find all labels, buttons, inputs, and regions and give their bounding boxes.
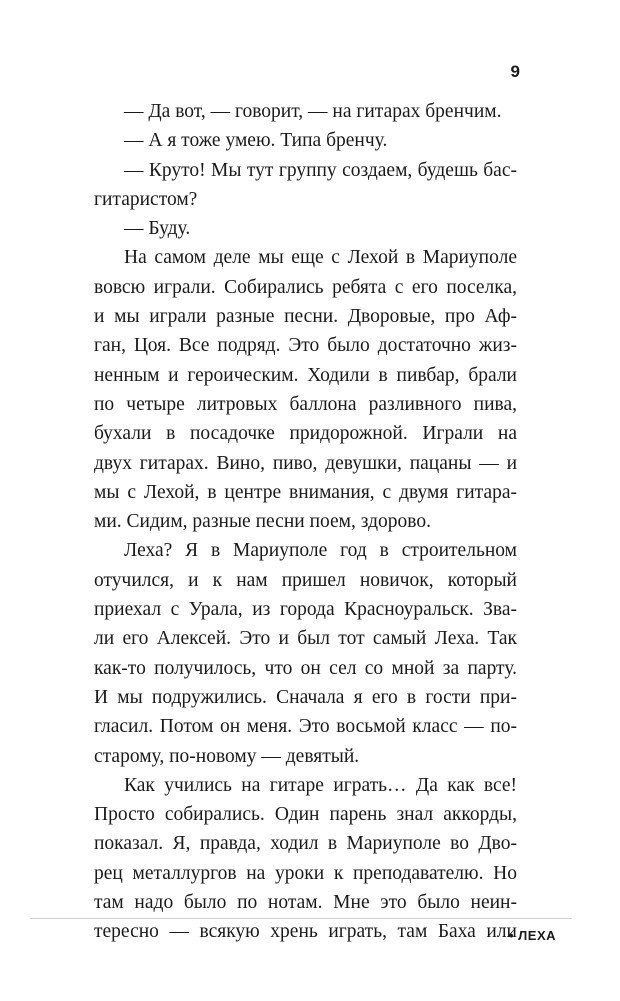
running-footer-title: • ЛЕХА [508, 928, 556, 943]
text-line: — А я тоже умею. Типа бренчу. [124, 130, 388, 152]
text-line: отучился, и к нам пришел новичок, который [94, 569, 517, 591]
text-line: мы с Лехой, в центре внимания, с двумя гитара- [94, 481, 517, 503]
text-line: там надо было по нотам. Мне это было неин- [94, 892, 517, 914]
text-line: гитаристом? [94, 188, 198, 210]
text-line: И мы подружились. Сначала я его в гости при- [94, 686, 517, 708]
text-line: как-то получилось, что он сел со мной за парту. [94, 657, 517, 679]
text-line: вовсю играли. Собирались ребята с его поселка, [94, 276, 517, 298]
text-line: Леха? Я в Мариуполе год в строительном [124, 540, 517, 562]
text-line: рец металлургов на уроки к преподавателю. Но [94, 862, 517, 884]
text-line: тересно — всякую хрень играть, там Баха или [94, 921, 517, 943]
text-line: — Буду. [124, 218, 191, 240]
text-line: приехал с Урала, из города Красноуральск. Зва- [94, 599, 517, 621]
text-line: — Круто! Мы тут группу создаем, будешь бас- [124, 159, 517, 181]
text-line: гласил. Потом он меня. Это восьмой класс — по- [94, 716, 517, 738]
text-line: ми. Сидим, разные песни поем, здорово. [94, 511, 431, 533]
text-line: ган, Цоя. Все подряд. Это было достаточно жиз- [94, 335, 517, 357]
body-text [94, 97, 517, 947]
text-line: бухали в посадочке придорожной. Играли на [94, 423, 517, 445]
text-line: ли его Алексей. Это и был тот самый Леха. Так [94, 628, 517, 650]
text-line: Как учились на гитаре играть… Да как все! [124, 774, 517, 796]
text-line: двух гитарах. Вино, пиво, девушки, пацаны — и [94, 452, 517, 474]
text-line: На самом деле мы еще с Лехой в Мариуполе [124, 247, 517, 269]
text-line: старому, по-новому — девятый. [94, 745, 360, 767]
page-number: 9 [510, 62, 520, 81]
text-line: показал. Я, правда, ходил в Мариуполе во Дво- [94, 833, 517, 855]
footer-divider [30, 918, 572, 919]
text-line: Просто собирались. Один парень знал аккорды, [94, 804, 517, 826]
text-line: по четыре литровых баллона разливного пива, [94, 393, 517, 415]
text-line: — Да вот, — говорит, — на гитарах бренчим. [124, 101, 502, 122]
text-line: и мы играли разные песни. Дворовые, про Аф- [94, 306, 517, 328]
text-line: ненным и героическим. Ходили в пивбар, брали [94, 364, 517, 386]
